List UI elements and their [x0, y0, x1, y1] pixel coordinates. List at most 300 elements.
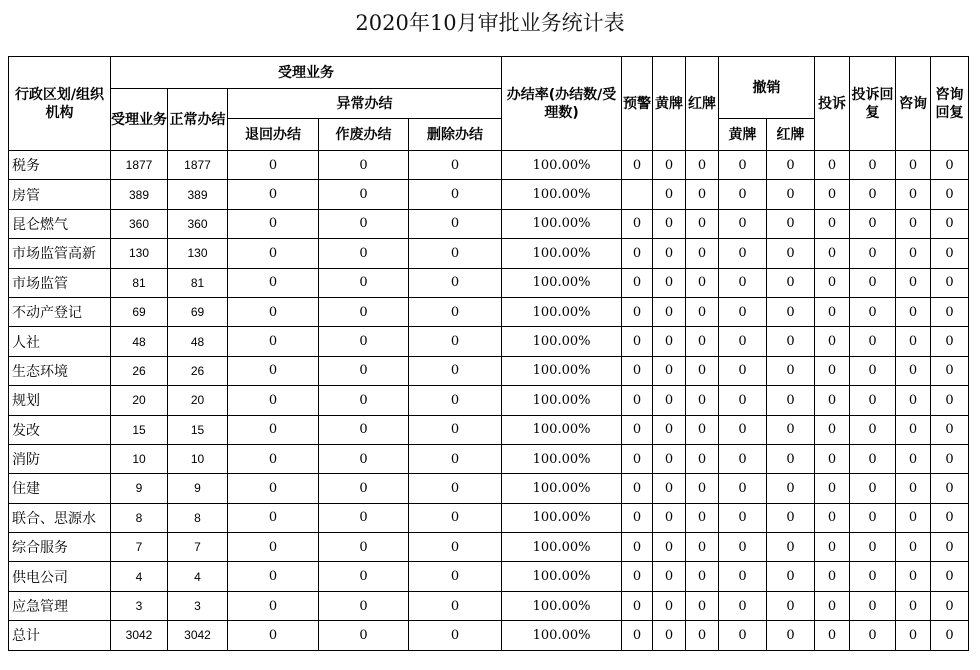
table-cell: 0 — [653, 151, 686, 180]
table-row — [9, 562, 969, 591]
table-cell: 100.00% — [502, 268, 622, 297]
table-cell: 0 — [815, 621, 850, 650]
table-row — [9, 268, 969, 297]
table-cell: 389 — [168, 180, 228, 209]
table-cell: 0 — [228, 621, 319, 650]
table-cell: 0 — [767, 621, 815, 650]
table-cell: 0 — [931, 562, 969, 591]
table-cell: 0 — [409, 621, 502, 650]
row-label: 消防 — [9, 444, 111, 473]
table-cell: 0 — [228, 474, 319, 503]
table-cell: 0 — [319, 180, 409, 209]
table-cell: 10 — [168, 444, 228, 473]
table-row — [9, 503, 969, 532]
table-cell: 1877 — [168, 151, 228, 180]
table-cell: 0 — [686, 386, 719, 415]
row-label: 住建 — [9, 474, 111, 503]
table-cell: 0 — [815, 209, 850, 238]
row-label: 供电公司 — [9, 562, 111, 591]
table-cell: 0 — [815, 562, 850, 591]
table-cell: 0 — [815, 239, 850, 268]
table-cell: 10 — [111, 444, 168, 473]
table-cell: 0 — [815, 180, 850, 209]
table-cell: 0 — [815, 151, 850, 180]
table-cell: 0 — [653, 591, 686, 620]
row-label: 房管 — [9, 180, 111, 209]
table-cell: 0 — [896, 562, 931, 591]
table-cell: 0 — [896, 621, 931, 650]
table-cell: 0 — [815, 268, 850, 297]
table-cell: 0 — [686, 239, 719, 268]
table-cell: 100.00% — [502, 209, 622, 238]
table-cell: 0 — [850, 591, 896, 620]
table-cell: 0 — [686, 503, 719, 532]
table-cell: 0 — [409, 327, 502, 356]
table-cell: 0 — [228, 239, 319, 268]
table-cell: 0 — [931, 474, 969, 503]
table-cell: 3 — [168, 591, 228, 620]
table-cell: 0 — [767, 356, 815, 385]
table-cell: 0 — [653, 180, 686, 209]
table-cell: 0 — [719, 327, 767, 356]
table-cell: 0 — [767, 239, 815, 268]
table-cell: 0 — [815, 444, 850, 473]
header-revoke-red: 红牌 — [767, 119, 815, 151]
table-cell: 0 — [319, 562, 409, 591]
table-cell: 0 — [767, 562, 815, 591]
statistics-table — [8, 56, 969, 651]
table-cell: 8 — [111, 503, 168, 532]
table-cell: 0 — [653, 239, 686, 268]
table-cell: 0 — [931, 591, 969, 620]
table-cell: 100.00% — [502, 386, 622, 415]
table-row — [9, 591, 969, 620]
table-cell: 0 — [896, 209, 931, 238]
header-voided: 作废办结 — [319, 119, 409, 151]
table-cell: 0 — [622, 209, 653, 238]
table-cell: 0 — [896, 268, 931, 297]
header-revoke-group: 撤销 — [719, 57, 815, 119]
table-cell: 0 — [767, 268, 815, 297]
table-cell: 0 — [815, 591, 850, 620]
table-cell: 81 — [168, 268, 228, 297]
table-cell: 0 — [896, 180, 931, 209]
table-cell: 0 — [719, 474, 767, 503]
table-cell: 0 — [319, 503, 409, 532]
table-cell: 0 — [931, 180, 969, 209]
table-row — [9, 474, 969, 503]
table-cell: 3 — [111, 591, 168, 620]
table-cell: 0 — [653, 268, 686, 297]
table-cell: 389 — [111, 180, 168, 209]
table-cell: 0 — [896, 297, 931, 326]
table-cell: 0 — [622, 621, 653, 650]
table-cell: 0 — [931, 268, 969, 297]
table-cell: 0 — [719, 268, 767, 297]
table-cell: 0 — [719, 533, 767, 562]
table-row — [9, 209, 969, 238]
header-complaint: 投诉 — [815, 57, 850, 151]
table-row — [9, 297, 969, 326]
table-cell: 0 — [653, 444, 686, 473]
table-cell: 0 — [653, 474, 686, 503]
table-cell: 0 — [319, 356, 409, 385]
table-cell: 3042 — [168, 621, 228, 650]
row-label: 生态环境 — [9, 356, 111, 385]
table-row — [9, 386, 969, 415]
table-cell: 1877 — [111, 151, 168, 180]
table-cell: 9 — [111, 474, 168, 503]
table-cell: 4 — [168, 562, 228, 591]
table-cell: 0 — [686, 562, 719, 591]
table-cell: 0 — [228, 503, 319, 532]
row-label: 税务 — [9, 151, 111, 180]
table-cell: 0 — [931, 209, 969, 238]
table-cell: 0 — [931, 297, 969, 326]
table-cell: 0 — [228, 562, 319, 591]
table-cell: 3042 — [111, 621, 168, 650]
table-cell: 0 — [850, 180, 896, 209]
table-cell: 0 — [228, 209, 319, 238]
table-cell: 0 — [815, 297, 850, 326]
table-cell: 0 — [653, 533, 686, 562]
table-cell: 0 — [319, 621, 409, 650]
table-cell: 26 — [111, 356, 168, 385]
table-cell: 0 — [653, 621, 686, 650]
table-cell: 4 — [111, 562, 168, 591]
table-cell: 0 — [719, 562, 767, 591]
table-cell: 0 — [815, 474, 850, 503]
table-cell: 100.00% — [502, 444, 622, 473]
table-cell: 0 — [622, 327, 653, 356]
table-row — [9, 444, 969, 473]
table-cell: 100.00% — [502, 503, 622, 532]
table-cell: 100.00% — [502, 297, 622, 326]
table-cell: 0 — [850, 474, 896, 503]
table-cell: 0 — [653, 562, 686, 591]
table-cell: 0 — [850, 621, 896, 650]
header-accepted: 受理业务 — [111, 89, 168, 151]
table-cell: 100.00% — [502, 327, 622, 356]
table-cell: 0 — [896, 591, 931, 620]
table-cell: 0 — [319, 444, 409, 473]
table-cell: 0 — [409, 239, 502, 268]
table-cell: 100.00% — [502, 415, 622, 444]
table-cell: 0 — [686, 415, 719, 444]
table-cell: 69 — [168, 297, 228, 326]
table-cell: 0 — [850, 503, 896, 532]
table-cell: 100.00% — [502, 151, 622, 180]
table-cell: 0 — [409, 474, 502, 503]
header-org: 行政区划/组织机构 — [9, 57, 111, 151]
table-cell: 0 — [686, 180, 719, 209]
table-cell: 0 — [896, 444, 931, 473]
table-cell: 0 — [896, 386, 931, 415]
table-cell: 15 — [168, 415, 228, 444]
table-cell: 0 — [686, 621, 719, 650]
table-cell: 0 — [409, 209, 502, 238]
table-cell: 0 — [228, 356, 319, 385]
table-cell: 0 — [767, 591, 815, 620]
table-cell: 0 — [409, 503, 502, 532]
table-cell: 0 — [228, 444, 319, 473]
table-cell: 0 — [850, 239, 896, 268]
table-cell: 0 — [409, 562, 502, 591]
table-cell: 0 — [319, 268, 409, 297]
table-cell: 0 — [850, 562, 896, 591]
table-cell: 0 — [896, 239, 931, 268]
table-cell: 0 — [686, 356, 719, 385]
table-body — [9, 151, 969, 651]
table-cell: 0 — [896, 415, 931, 444]
table-cell: 0 — [931, 621, 969, 650]
table-cell: 0 — [767, 297, 815, 326]
table-cell: 0 — [319, 386, 409, 415]
table-cell: 0 — [409, 386, 502, 415]
table-cell: 0 — [767, 444, 815, 473]
table-cell: 0 — [896, 356, 931, 385]
table-cell: 0 — [622, 474, 653, 503]
table-cell: 0 — [228, 180, 319, 209]
table-cell: 0 — [719, 180, 767, 209]
table-cell: 0 — [850, 386, 896, 415]
table-cell: 0 — [653, 327, 686, 356]
table-cell: 0 — [409, 444, 502, 473]
table-cell: 0 — [815, 533, 850, 562]
table-cell: 0 — [719, 386, 767, 415]
header-abnormal-group: 异常办结 — [228, 89, 502, 119]
table-cell: 0 — [931, 503, 969, 532]
table-cell: 0 — [931, 533, 969, 562]
table-cell: 0 — [686, 297, 719, 326]
header-consult-reply: 咨询回复 — [931, 57, 969, 151]
table-cell: 0 — [719, 356, 767, 385]
table-cell: 100.00% — [502, 356, 622, 385]
table-cell: 0 — [228, 415, 319, 444]
table-cell: 0 — [850, 327, 896, 356]
table-cell: 0 — [931, 151, 969, 180]
table-row — [9, 356, 969, 385]
table-cell: 0 — [228, 268, 319, 297]
table-cell: 0 — [686, 444, 719, 473]
table-row — [9, 180, 969, 209]
table-row — [9, 533, 969, 562]
table-cell: 48 — [111, 327, 168, 356]
table-cell: 0 — [767, 503, 815, 532]
table-cell: 0 — [653, 415, 686, 444]
table-cell: 0 — [850, 415, 896, 444]
table-cell: 9 — [168, 474, 228, 503]
table-cell: 0 — [815, 503, 850, 532]
table-cell: 0 — [622, 386, 653, 415]
header-warning: 预警 — [622, 57, 653, 151]
row-label: 昆仑燃气 — [9, 209, 111, 238]
table-cell: 100.00% — [502, 562, 622, 591]
table-cell: 0 — [409, 268, 502, 297]
table-cell: 0 — [719, 415, 767, 444]
table-cell: 0 — [409, 356, 502, 385]
table-cell: 0 — [653, 386, 686, 415]
table-cell: 48 — [168, 327, 228, 356]
table-cell: 0 — [931, 386, 969, 415]
table-cell: 0 — [622, 562, 653, 591]
table-cell: 26 — [168, 356, 228, 385]
table-cell: 0 — [686, 591, 719, 620]
table-cell: 0 — [815, 415, 850, 444]
table-cell: 100.00% — [502, 621, 622, 650]
table-cell: 0 — [767, 151, 815, 180]
table-cell: 0 — [319, 209, 409, 238]
table-cell: 7 — [168, 533, 228, 562]
table-cell: 0 — [228, 386, 319, 415]
table-cell: 0 — [767, 327, 815, 356]
table-cell: 0 — [815, 327, 850, 356]
table-row — [9, 415, 969, 444]
table-cell: 0 — [931, 444, 969, 473]
table-cell: 100.00% — [502, 533, 622, 562]
table-cell: 130 — [168, 239, 228, 268]
table-cell: 69 — [111, 297, 168, 326]
header-normal: 正常办结 — [168, 89, 228, 151]
table-cell: 0 — [719, 444, 767, 473]
table-cell: 7 — [111, 533, 168, 562]
table-cell: 0 — [767, 415, 815, 444]
table-cell: 100.00% — [502, 591, 622, 620]
table-cell: 15 — [111, 415, 168, 444]
table-cell: 0 — [409, 415, 502, 444]
table-cell: 0 — [319, 327, 409, 356]
header-rate: 办结率(办结数/受理数) — [502, 57, 622, 151]
table-cell: 0 — [896, 327, 931, 356]
row-label: 发改 — [9, 415, 111, 444]
table-row — [9, 621, 969, 650]
table-cell: 0 — [767, 533, 815, 562]
table-cell: 100.00% — [502, 239, 622, 268]
table-cell: 0 — [622, 415, 653, 444]
table-cell: 360 — [111, 209, 168, 238]
row-label: 市场监管高新 — [9, 239, 111, 268]
header-red-card: 红牌 — [686, 57, 719, 151]
table-cell: 8 — [168, 503, 228, 532]
table-cell: 0 — [931, 415, 969, 444]
table-cell: 0 — [719, 239, 767, 268]
table-cell: 0 — [319, 297, 409, 326]
table-cell: 360 — [168, 209, 228, 238]
table-cell: 100.00% — [502, 180, 622, 209]
table-cell: 0 — [653, 356, 686, 385]
table-cell: 0 — [850, 209, 896, 238]
table-cell: 0 — [228, 151, 319, 180]
table-cell: 100.00% — [502, 474, 622, 503]
table-cell: 0 — [767, 209, 815, 238]
table-cell: 0 — [319, 474, 409, 503]
table-cell: 0 — [319, 591, 409, 620]
table-cell: 0 — [228, 297, 319, 326]
table-cell: 0 — [409, 180, 502, 209]
table-cell: 0 — [896, 533, 931, 562]
table-cell: 0 — [931, 327, 969, 356]
table-cell: 0 — [767, 474, 815, 503]
table-cell: 0 — [850, 533, 896, 562]
table-cell: 130 — [111, 239, 168, 268]
table-cell: 0 — [622, 297, 653, 326]
table-cell: 0 — [686, 151, 719, 180]
table-cell: 0 — [622, 268, 653, 297]
table-cell: 0 — [931, 239, 969, 268]
table-cell: 0 — [815, 386, 850, 415]
table-cell: 0 — [767, 180, 815, 209]
table-cell: 0 — [767, 386, 815, 415]
table-cell: 0 — [686, 268, 719, 297]
table-cell: 0 — [622, 356, 653, 385]
table-cell: 0 — [686, 474, 719, 503]
page-title: 2020年10月审批业务统计表 — [355, 11, 625, 35]
table-cell: 0 — [850, 151, 896, 180]
table-cell: 0 — [622, 533, 653, 562]
table-cell: 0 — [622, 239, 653, 268]
table-cell: 0 — [319, 533, 409, 562]
table-cell: 0 — [319, 151, 409, 180]
table-cell — [622, 180, 653, 209]
table-row — [9, 151, 969, 180]
row-label: 总计 — [9, 621, 111, 650]
table-cell: 0 — [409, 297, 502, 326]
table-cell: 0 — [931, 356, 969, 385]
row-label: 应急管理 — [9, 591, 111, 620]
row-label: 人社 — [9, 327, 111, 356]
table-cell: 81 — [111, 268, 168, 297]
table-cell: 0 — [815, 356, 850, 385]
header-yellow-card: 黄牌 — [653, 57, 686, 151]
table-cell: 0 — [622, 503, 653, 532]
table-cell: 0 — [896, 474, 931, 503]
table-cell: 0 — [850, 297, 896, 326]
table-cell: 0 — [653, 209, 686, 238]
table-cell: 0 — [719, 621, 767, 650]
table-cell: 0 — [228, 533, 319, 562]
table-cell: 0 — [653, 503, 686, 532]
table-cell: 0 — [409, 151, 502, 180]
table-cell: 0 — [719, 297, 767, 326]
row-label: 不动产登记 — [9, 297, 111, 326]
header-deleted: 删除办结 — [409, 119, 502, 151]
table-cell: 0 — [622, 151, 653, 180]
table-cell: 0 — [850, 356, 896, 385]
table-cell: 0 — [622, 444, 653, 473]
row-label: 综合服务 — [9, 533, 111, 562]
table-cell: 20 — [168, 386, 228, 415]
table-cell: 0 — [719, 209, 767, 238]
row-label: 规划 — [9, 386, 111, 415]
row-label: 联合、思源水 — [9, 503, 111, 532]
table-cell: 0 — [319, 239, 409, 268]
table-cell: 0 — [653, 297, 686, 326]
header-accept-group: 受理业务 — [111, 57, 502, 89]
table-cell: 0 — [409, 533, 502, 562]
table-cell: 0 — [622, 591, 653, 620]
table-cell: 0 — [686, 327, 719, 356]
table-cell: 0 — [228, 327, 319, 356]
table-row — [9, 327, 969, 356]
table-cell: 0 — [719, 591, 767, 620]
header-complaint-reply: 投诉回复 — [850, 57, 896, 151]
table-cell: 0 — [896, 503, 931, 532]
table-cell: 0 — [228, 591, 319, 620]
header-returned: 退回办结 — [228, 119, 319, 151]
table-cell: 0 — [719, 503, 767, 532]
table-cell: 20 — [111, 386, 168, 415]
row-label: 市场监管 — [9, 268, 111, 297]
